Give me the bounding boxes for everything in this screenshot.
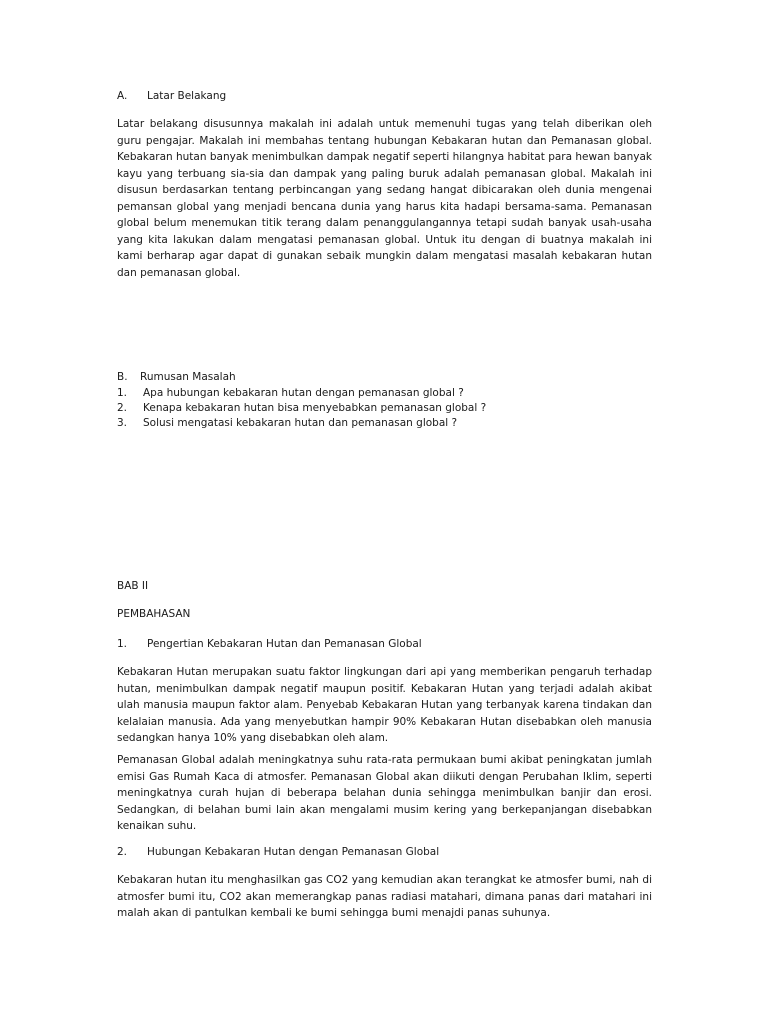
list-item-text: Kenapa kebakaran hutan bisa menyebabkan pemanasan global ? [143, 402, 487, 414]
subsection-2-title: Hubungan Kebakaran Hutan dengan Pemanasan Global [147, 846, 440, 858]
problem-list-item [117, 415, 457, 431]
subsection-2-number: 2. [117, 846, 128, 858]
problem-list-item [117, 400, 486, 416]
section-b-heading [117, 369, 236, 385]
section-a-label: A. [117, 90, 128, 102]
global-warming-definition-paragraph: Pemanasan Global adalah meningkatnya suhu rata-rata permukaan bumi akibat peningkatan jumlah emisi Gas Rumah Kaca di atmosfer. Pemanasan Global akan diikuti dengan Perubahan Iklim, seperti meningkatnya curah hujan di beberapa belahan dunia sehingga menimbulkan banjir dan erosi. Sedangkan, di belahan bumi lain akan mengalami musim kering yang berkepanjangan disebabkan kenaikan suhu. [117, 754, 652, 832]
chapter-title: PEMBAHASAN [117, 608, 191, 620]
section-a-title: Latar Belakang [147, 90, 227, 102]
subsection-1-heading [117, 636, 422, 652]
list-item-text: Apa hubungan kebakaran hutan dengan pemanasan global ? [143, 387, 464, 399]
chapter-label: BAB II [117, 580, 149, 592]
problem-list-item [117, 385, 464, 401]
section-a-heading [117, 88, 226, 104]
subsection-2-heading [117, 844, 439, 860]
relationship-paragraph: Kebakaran hutan itu menghasilkan gas CO2 yang kemudian akan terangkat ke atmosfer bumi, nah di atmosfer bumi itu, CO2 akan memerangkap panas radiasi matahari, dimana panas dari matahari ini malah akan di pantulkan kembali ke bumi sehingga bumi menajdi panas suhunya. [117, 874, 652, 919]
list-item-number: 3. [117, 417, 128, 429]
forest-fire-definition-paragraph: Kebakaran Hutan merupakan suatu faktor lingkungan dari api yang memberikan pengaruh terhadap hutan, menimbulkan dampak negatif maupun positif. Kebakaran Hutan yang terjadi adalah akibat ulah manusia maupun faktor alam. Penyebab Kebakaran Hutan yang terbanyak karena tindakan dan kelalaian manusia. Ada yang menyebutkan hampir 90% Kebakaran Hutan disebabkan oleh manusia sedangkan hanya 10% yang disebabkan oleh alam. [117, 666, 652, 744]
subsection-1-number: 1. [117, 638, 128, 650]
list-item-number: 1. [117, 387, 128, 399]
subsection-1-title: Pengertian Kebakaran Hutan dan Pemanasan Global [147, 638, 422, 650]
list-item-number: 2. [117, 402, 128, 414]
background-paragraph: Latar belakang disusunnya makalah ini adalah untuk memenuhi tugas yang telah diberikan oleh guru pengajar. Makalah ini membahas tentang hubungan Kebakaran hutan dan Pemanasan global. Kebakaran hutan banyak menimbulkan dampak negatif seperti hilangnya habitat para hewan banyak kayu yang terbuang sia-sia dan dampak yang paling buruk adalah pemanasan global. Makalah ini disusun berdasarkan tentang perbincangan yang sedang hangat dibicarakan oleh dunia mengenai pemansan global yang menjadi bencana dunia yang harus kita hadapi bersama-sama. Pemanasan global belum menemukan titik terang dalam penanggulangannya tetapi sudah banyak usah-usaha yang kita lakukan dalam mengatasi pemanasan global. Untuk itu dengan di buatnya makalah ini kami berharap agar dapat di gunakan sebaik mungkin dalam mengatasi masalah kebakaran hutan dan pemanasan global. [117, 118, 652, 279]
section-b-title: Rumusan Masalah [140, 371, 236, 383]
list-item-text: Solusi mengatasi kebakaran hutan dan pemanasan global ? [143, 417, 458, 429]
section-b-label: B. [117, 371, 128, 383]
